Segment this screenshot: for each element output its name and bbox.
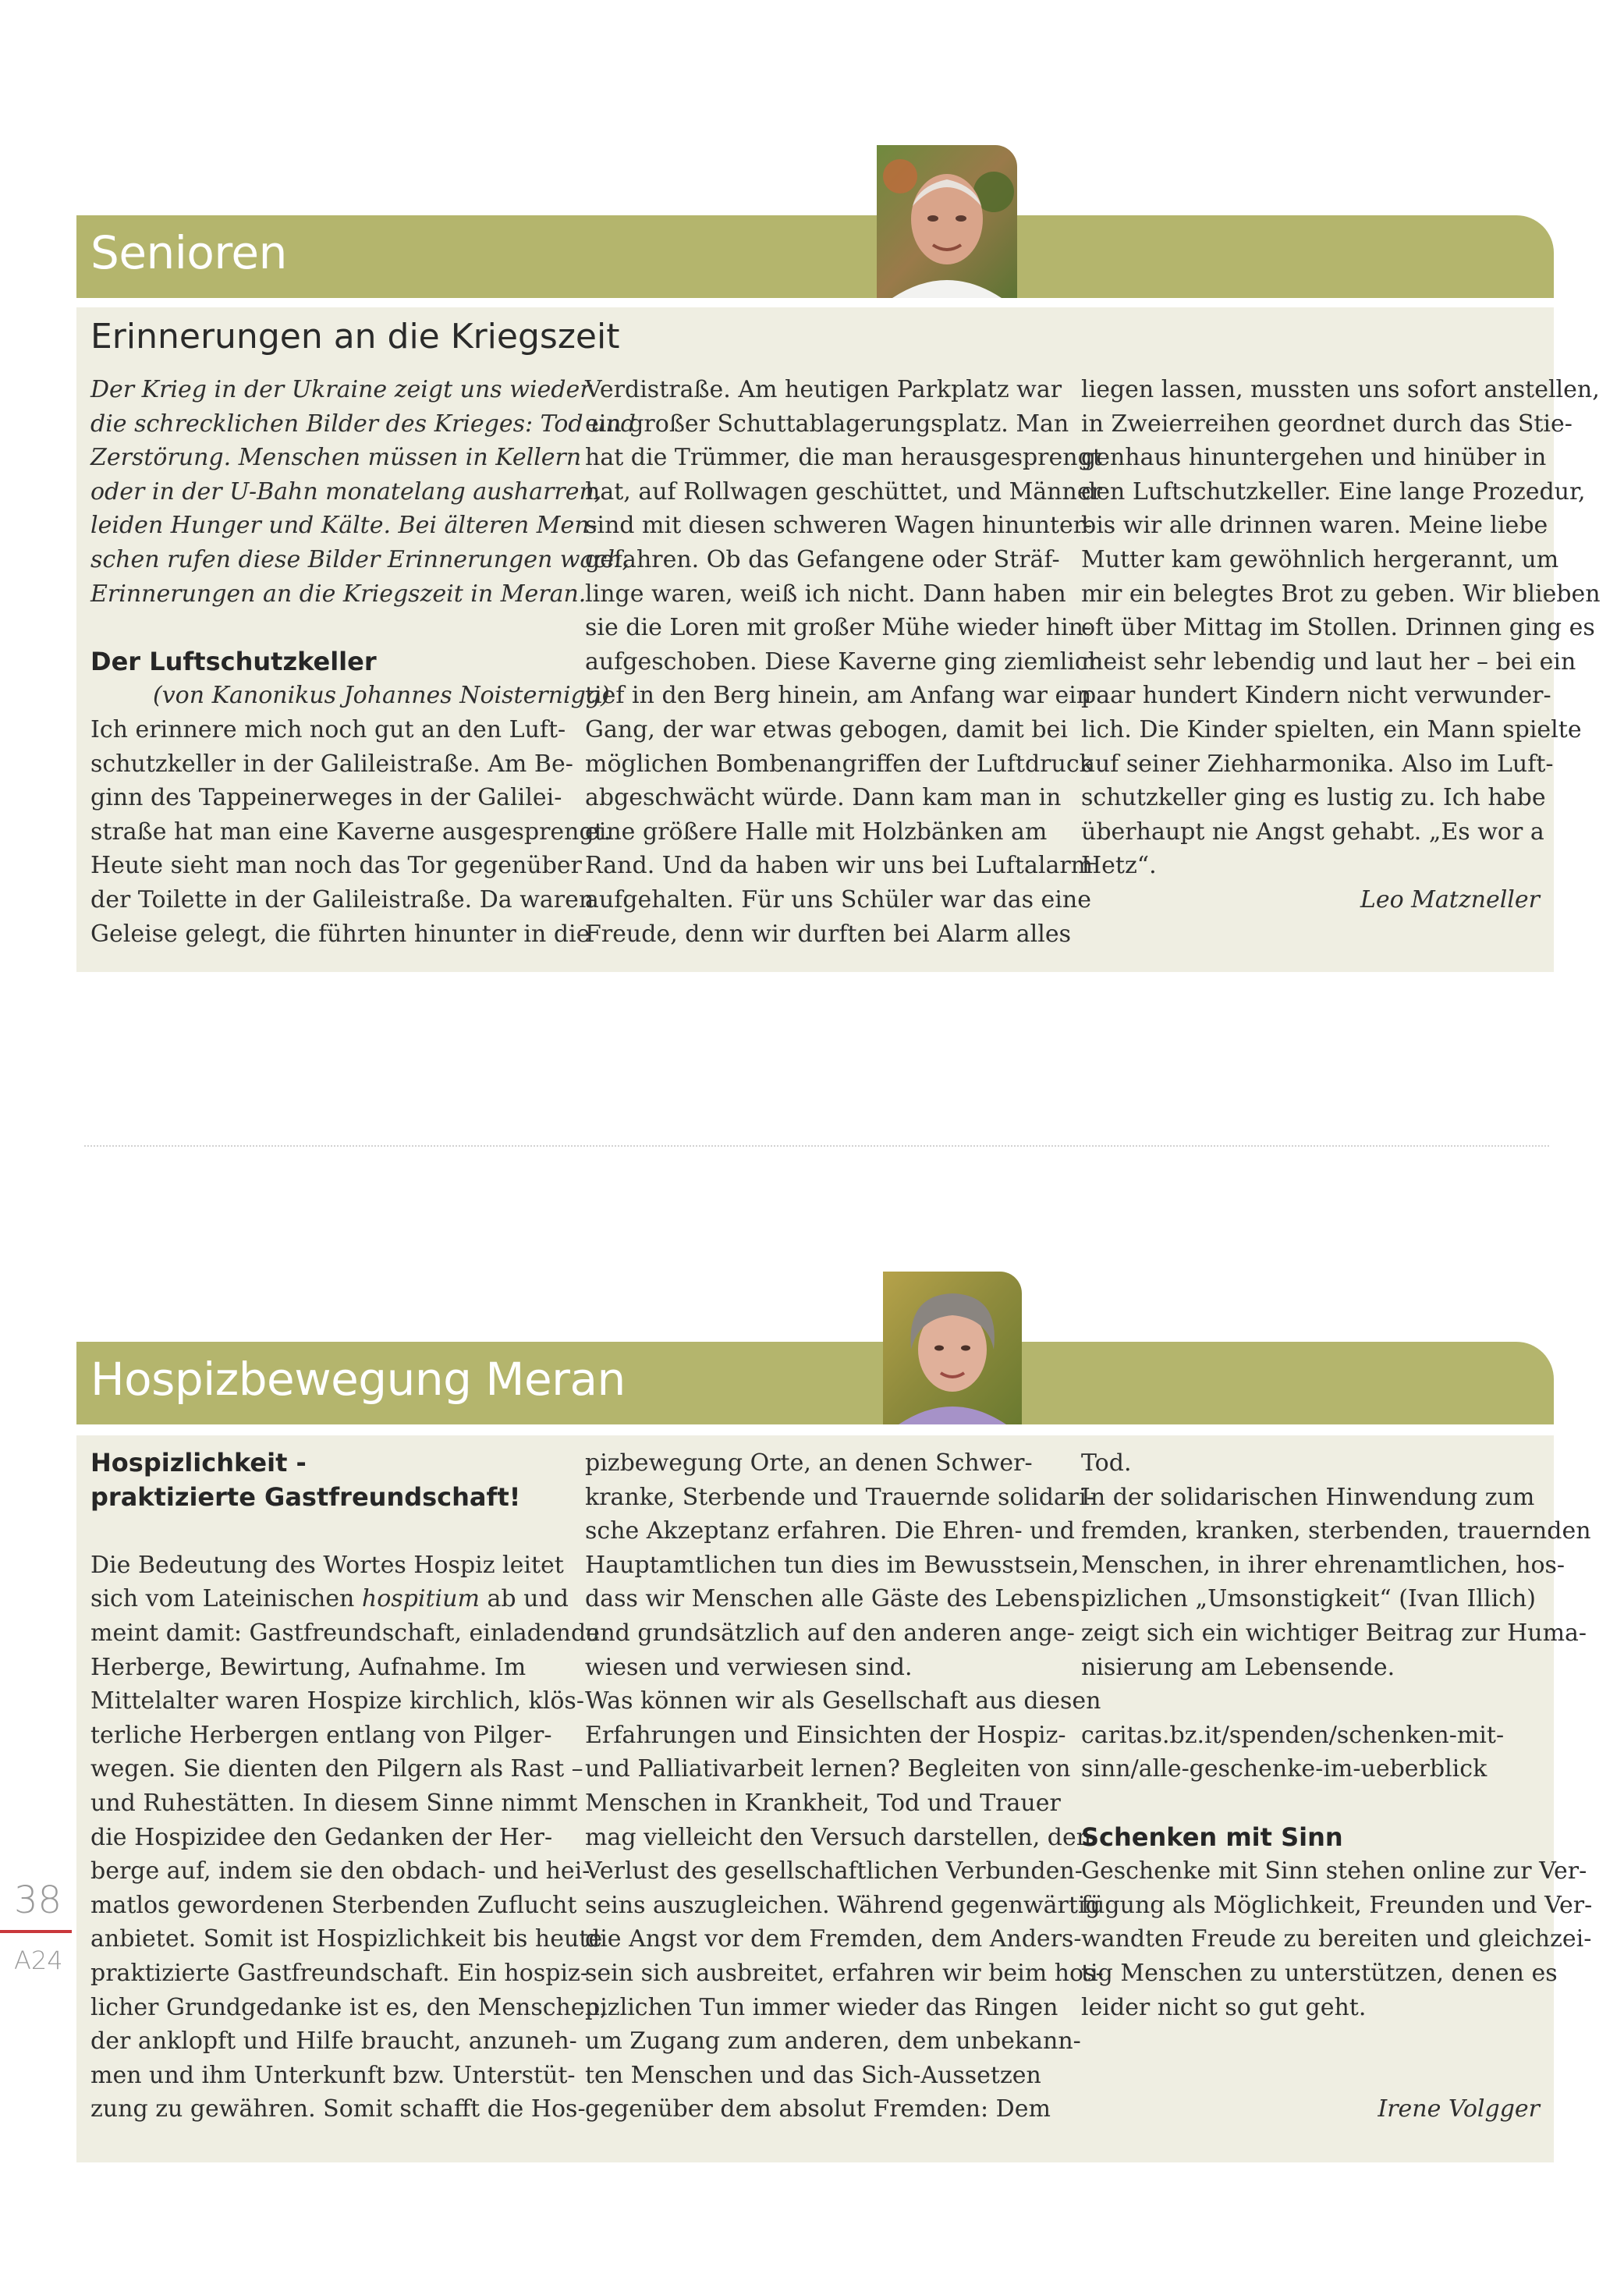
senioren-author-photo (877, 145, 1017, 298)
section-divider (84, 1145, 1549, 1147)
text-line: überhaupt nie Angst gehabt. „Es wor a (1081, 818, 1544, 846)
text-line: bis wir alle drinnen waren. Meine liebe (1081, 512, 1548, 540)
senioren-column-2 (585, 373, 1104, 951)
page-number: 38 (14, 1878, 62, 1922)
text-line: seins auszugleichen. Während gegenwärtig (585, 1891, 1101, 1919)
text-line: dass wir Menschen alle Gäste des Lebens (585, 1585, 1080, 1613)
text-line: die Angst vor dem Fremden, dem Anders- (585, 1925, 1082, 1953)
text-line: eine größere Halle mit Holzbänken am (585, 818, 1048, 846)
link-line[interactable]: caritas.bz.it/spenden/schenken-mit- (1081, 1721, 1505, 1749)
text-line: in Zweierreihen geordnet durch das Stie- (1081, 410, 1573, 438)
text-line: und Palliativarbeit lernen? Begleiten von (585, 1755, 1071, 1783)
text-line: sche Akzeptanz erfahren. Die Ehren- und (585, 1517, 1076, 1545)
text-line: fremden, kranken, sterbenden, trauernden (1081, 1517, 1591, 1545)
text-line: kranke, Sterbende und Trauernde solidari- (585, 1483, 1094, 1511)
text-line: zeigt sich ein wichtiger Beitrag zur Huma- (1081, 1619, 1587, 1647)
senioren-subhead: Der Luftschutzkeller (90, 646, 377, 676)
text-line: ginn des Tappeinerweges in der Galilei- (90, 784, 562, 812)
senioren-byline: (von Kanonikus Johannes Noisternigg) (153, 682, 610, 710)
hospiz-column-3 (1081, 1446, 1593, 2127)
text-line: In der solidarischen Hinwendung zum (1081, 1483, 1535, 1511)
text-line: auf seiner Ziehharmonika. Also im Luft- (1081, 750, 1554, 778)
text-line: schen rufen diese Bilder Erinnerungen wach, (90, 545, 630, 573)
text-line: Ich erinnere mich noch gut an den Luft- (90, 715, 566, 743)
text-line: schutzkeller ging es lustig zu. Ich habe (1081, 784, 1546, 812)
text-line: um Zugang zum anderen, dem unbekann- (585, 2027, 1081, 2056)
hospiz-headline-line-1: Hospizlichkeit - (90, 1448, 307, 1478)
text-line: Menschen, in ihrer ehrenamtlichen, hos- (1081, 1551, 1565, 1579)
text-line: Tod. (1081, 1449, 1132, 1477)
senioren-panel (76, 307, 1601, 972)
hospiz-column-2 (585, 1446, 1104, 2127)
text-line: sie die Loren mit großer Mühe wieder hin- (585, 614, 1092, 642)
text-line: möglichen Bombenangriffen der Luftdruck (585, 750, 1094, 778)
text-line: Was können wir als Gesellschaft aus diesen (585, 1687, 1101, 1715)
hospiz-author-photo (883, 1272, 1022, 1424)
text-line: und grundsätzlich auf den anderen ange- (585, 1619, 1075, 1647)
text-line: wiesen und verwiesen sind. (585, 1653, 913, 1681)
text-line: anbietet. Somit ist Hospizlichkeit bis heute (90, 1925, 603, 1953)
text-line: tief in den Berg hinein, am Anfang war ein (585, 682, 1092, 710)
text-line: men und ihm Unterkunft bzw. Unterstüt- (90, 2061, 576, 2089)
text-line: Mittelalter waren Hospize kirchlich, klös- (90, 1687, 584, 1715)
senioren-banner (76, 215, 1554, 298)
text-line: wandten Freude zu bereiten und gleichzei- (1081, 1925, 1592, 1953)
text-line: Mutter kam gewöhnlich hergerannt, um (1081, 545, 1559, 573)
text-line: leider nicht so gut geht. (1081, 1993, 1367, 2021)
hospiz-signature: Irene Volgger (1378, 2095, 1540, 2123)
text-line: den Luftschutzkeller. Eine lange Prozedur, (1081, 477, 1586, 506)
text-line: licher Grundgedanke ist es, den Menschen, (90, 1993, 608, 2021)
text-line: berge auf, indem sie den obdach- und hei- (90, 1857, 590, 1885)
text-line: Verlust des gesellschaftlichen Verbunden- (585, 1857, 1083, 1885)
text-line: Geleise gelegt, die führten hinunter in die (90, 920, 590, 948)
caritas-link[interactable] (1081, 1719, 1540, 1786)
text-line: genhaus hinuntergehen und hinüber in (1081, 444, 1547, 472)
text-line: lich. Die Kinder spielten, ein Mann spielte (1081, 715, 1582, 743)
text-line: sind mit diesen schweren Wagen hinunter- (585, 512, 1093, 540)
link-line[interactable]: sinn/alle-geschenke-im-ueberblick (1081, 1755, 1487, 1783)
text-line: abgeschwächt würde. Dann kam man in (585, 784, 1062, 812)
text-line: mir ein belegtes Brot zu geben. Wir blieben (1081, 580, 1601, 608)
text-line: linge waren, weiß ich nicht. Dann haben (585, 580, 1066, 608)
senioren-body-1 (90, 713, 612, 951)
text-line: der Toilette in der Galileistraße. Da waren (90, 885, 594, 913)
hospitium-term: hospitium (361, 1585, 480, 1613)
text-line: Zerstörung. Menschen müssen in Kellern (90, 444, 582, 472)
text-line: straße hat man eine Kaverne ausgesprengt. (90, 818, 612, 846)
text-line: sein sich ausbreitet, erfahren wir beim hos- (585, 1959, 1104, 1987)
text-line: Rand. Und da haben wir uns bei Luftalarm (585, 852, 1094, 880)
text-line: matlos gewordenen Sterbenden Zuflucht (90, 1891, 577, 1919)
text-line: pizlichen Tun immer wieder das Ringen (585, 1993, 1058, 2021)
text-line: meist sehr lebendig und laut her – bei ein (1081, 647, 1576, 676)
text-line: Freude, denn wir durften bei Alarm alles (585, 920, 1071, 948)
hospiz-headline-line-2: praktizierte Gastfreundschaft! (90, 1481, 521, 1512)
text-line: Heute sieht man noch das Tor gegenüber (90, 852, 582, 880)
text-line: praktizierte Gastfreundschaft. Ein hospiz- (90, 1959, 588, 1987)
hospiz-column-1 (90, 1446, 608, 2127)
text-line: ten Menschen und das Sich-Aussetzen (585, 2061, 1041, 2089)
text-line: und Ruhestätten. In diesem Sinne nimmt (90, 1789, 578, 1817)
senioren-signature: Leo Matzneller (1360, 885, 1540, 913)
text-line: pizbewegung Orte, an denen Schwer- (585, 1449, 1033, 1477)
text-line: oder in der U-Bahn monatelang ausharren, (90, 477, 602, 506)
text-line: tig Menschen zu unterstützen, denen es (1081, 1959, 1558, 1987)
text-line: pizlichen „Umsonstigkeit“ (Ivan Illich) (1081, 1585, 1536, 1613)
text-line: Herberge, Bewirtung, Aufnahme. Im (90, 1653, 527, 1681)
text-line: die schrecklichen Bilder des Krieges: Tod und (90, 410, 636, 438)
text-line: Erinnerungen an die Kriegszeit in Meran. (90, 580, 587, 608)
text-line: meint damit: Gastfreundschaft, einladende (90, 1619, 600, 1647)
text-line: zung zu gewähren. Somit schafft die Hos- (90, 2095, 586, 2123)
senioren-banner-title: Senioren (90, 226, 287, 279)
text-line: leiden Hunger und Kälte. Bei älteren Men- (90, 512, 597, 540)
text-line: terliche Herbergen entlang von Pilger- (90, 1721, 552, 1749)
text-line: ein großer Schuttablagerungsplatz. Man (585, 410, 1069, 438)
hospiz-panel (76, 1435, 1593, 2162)
hospiz-banner-title: Hospizbewegung Meran (90, 1353, 626, 1406)
text-line: Geschenke mit Sinn stehen online zur Ver- (1081, 1857, 1587, 1885)
senioren-headline: Erinnerungen an die Kriegszeit (90, 317, 620, 357)
senioren-intro (90, 373, 636, 611)
text-line: der anklopft und Hilfe braucht, anzuneh- (90, 2027, 577, 2056)
text-line: fügung als Möglichkeit, Freunden und Ver- (1081, 1891, 1593, 1919)
text-line: schutzkeller in der Galileistraße. Am Be- (90, 750, 573, 778)
senioren-column-1 (90, 373, 636, 951)
text-line: Die Bedeutung des Wortes Hospiz leitet (90, 1551, 564, 1579)
schenken-subhead: Schenken mit Sinn (1081, 1822, 1343, 1852)
text-line: Hauptamtlichen tun dies im Bewusstsein, (585, 1551, 1080, 1579)
text-line: oft über Mittag im Stollen. Drinnen ging es (1081, 614, 1595, 642)
text-line: gegenüber dem absolut Fremden: Dem (585, 2095, 1051, 2123)
text-line: aufgehalten. Für uns Schüler war das eine (585, 885, 1091, 913)
text-line: Erfahrungen und Einsichten der Hospiz- (585, 1721, 1066, 1749)
text-line: Hetz“. (1081, 852, 1157, 880)
text-line: Gang, der war etwas gebogen, damit bei (585, 715, 1068, 743)
text-line: hat, auf Rollwagen geschüttet, und Männer (585, 477, 1102, 506)
text-line: wegen. Sie dienten den Pilgern als Rast – (90, 1755, 583, 1783)
text-line: aufgeschoben. Diese Kaverne ging ziemlich (585, 647, 1104, 676)
text-line: paar hundert Kindern nicht verwunder- (1081, 682, 1551, 710)
hospiz-banner (76, 1342, 1554, 1424)
page-code: A24 (14, 1946, 63, 1975)
senioren-column-3 (1081, 373, 1601, 917)
text-line: sich vom Lateinischen hospitium ab und (90, 1585, 569, 1613)
text-line: Menschen in Krankheit, Tod und Trauer (585, 1789, 1061, 1817)
text-line: gefahren. Ob das Gefangene oder Sträf- (585, 545, 1060, 573)
text-line: die Hospizidee den Gedanken der Her- (90, 1823, 553, 1851)
text-line: Der Krieg in der Ukraine zeigt uns wieder (90, 376, 591, 403)
text-line: liegen lassen, mussten uns sofort anstellen, (1081, 376, 1600, 403)
text-line: Verdistraße. Am heutigen Parkplatz war (585, 376, 1062, 403)
text-line: hat die Trümmer, die man herausgesprengt (585, 444, 1102, 472)
page-number-rule (0, 1930, 72, 1933)
text-line: nisierung am Lebensende. (1081, 1653, 1395, 1681)
text-line: mag vielleicht den Versuch darstellen, den (585, 1823, 1092, 1851)
